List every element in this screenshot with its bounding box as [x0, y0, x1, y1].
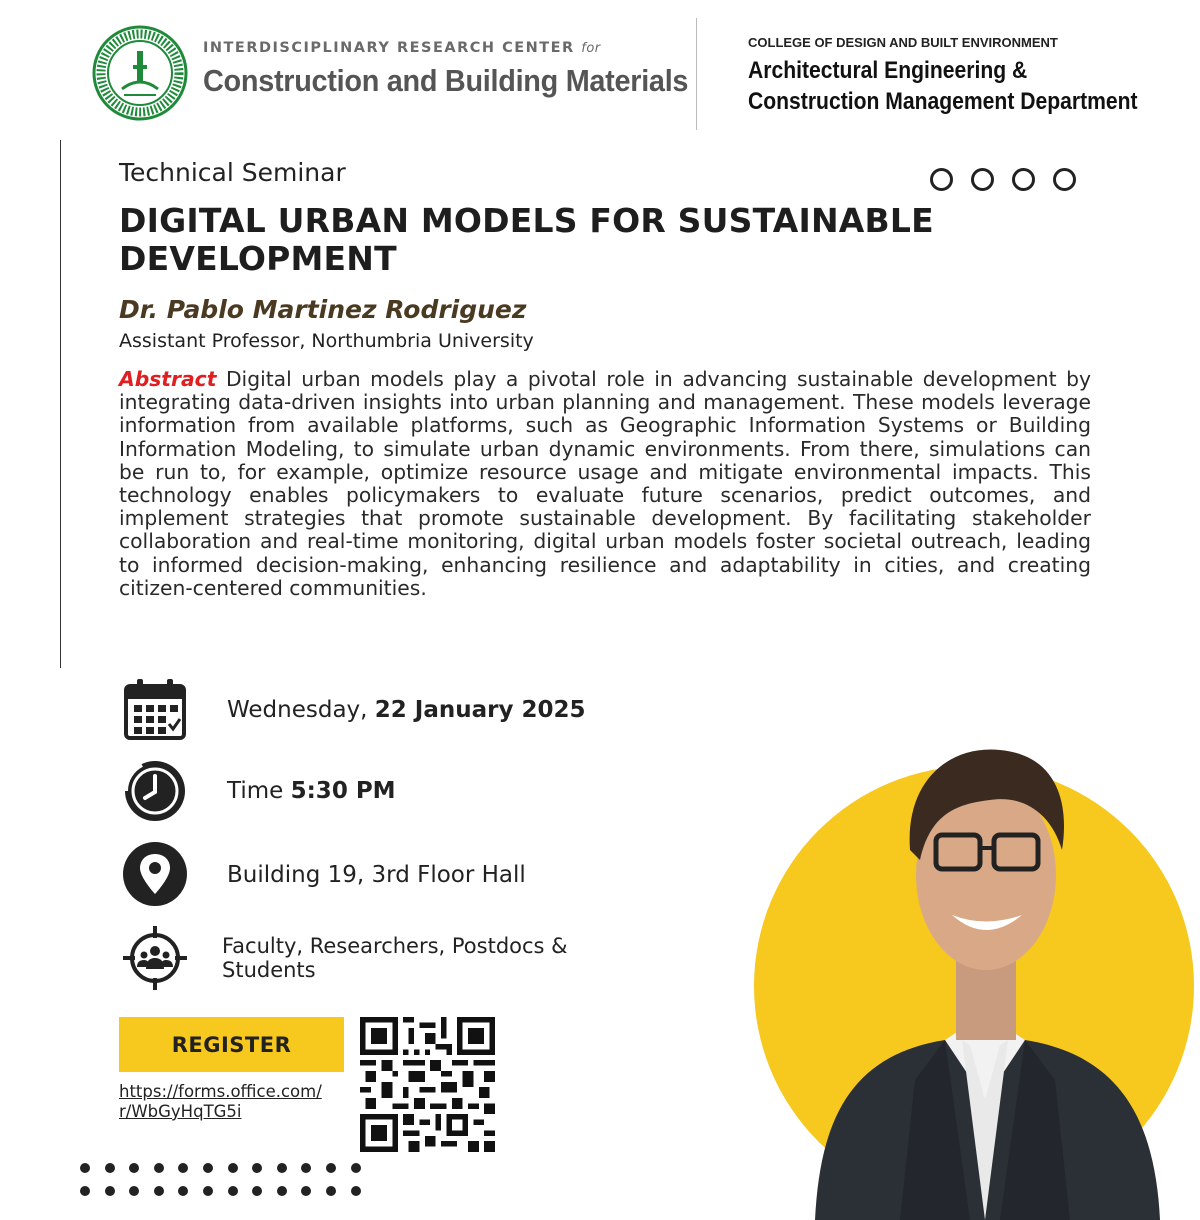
ring-icon: [971, 168, 994, 191]
irc-name: Construction and Building Materials: [203, 63, 689, 98]
calendar-icon: [122, 676, 188, 742]
header-divider: [696, 18, 697, 130]
event-time: Time 5:30 PM: [227, 778, 396, 804]
location-pin-icon: [122, 841, 188, 907]
register-button[interactable]: REGISTER: [119, 1017, 344, 1072]
speaker-photo: [700, 700, 1200, 1220]
abstract-label: Abstract: [119, 367, 217, 391]
decorative-rings: [930, 168, 1076, 191]
abstract-text: Digital urban models play a pivotal role in advancing sustainable development by integrating data-driven insights into urban planning and management. These models leverage information from available platforms, such as Geographic Information Systems or Building Information Modeling, to simulate urban dynamic environments. From there, simulations can be run to, for example, optimize resource usage and mitigate environmental impacts. This technology enables policymakers to evaluate future scenarios, predict outcomes, and implement strategies that promote sustainable development. By facilitating stakeholder collaboration and real-time monitoring, digital urban models foster societal outreach, leading to informed decision-making, enhancing resilience and adaptability in cities, and creating citizen-centered communities.: [119, 367, 1091, 600]
seminar-title: DIGITAL URBAN MODELS FOR SUSTAINABLE DEVELOPMENT: [119, 201, 934, 278]
ring-icon: [1012, 168, 1035, 191]
registration-link[interactable]: https://forms.office.com/ r/WbGyHqTG5i: [119, 1082, 322, 1121]
speaker-name: Dr. Pablo Martinez Rodriguez: [119, 295, 527, 324]
event-location: Building 19, 3rd Floor Hall: [227, 862, 526, 888]
department-name-line2: Construction Management Department: [748, 88, 1138, 115]
speaker-affiliation: Assistant Professor, Northumbria University: [119, 330, 534, 352]
event-audience: Faculty, Researchers, Postdocs & Students: [222, 934, 568, 982]
college-name: COLLEGE OF DESIGN AND BUILT ENVIRONMENT: [748, 35, 1058, 50]
abstract-paragraph: [119, 368, 1091, 600]
audience-icon: [122, 925, 188, 991]
irc-label: INTERDISCIPLINARY RESEARCH CENTER for: [203, 40, 601, 56]
ring-icon: [1053, 168, 1076, 191]
ring-icon: [930, 168, 953, 191]
left-accent-line: [60, 140, 61, 668]
department-name-line1: Architectural Engineering &: [748, 57, 1028, 84]
event-type-label: Technical Seminar: [119, 158, 346, 187]
registration-qr-code[interactable]: [360, 1017, 495, 1152]
event-date: Wednesday, 22 January 2025: [227, 697, 586, 723]
university-seal-logo: [92, 25, 188, 121]
decorative-dots: [80, 1163, 362, 1197]
clock-icon: [122, 758, 188, 824]
